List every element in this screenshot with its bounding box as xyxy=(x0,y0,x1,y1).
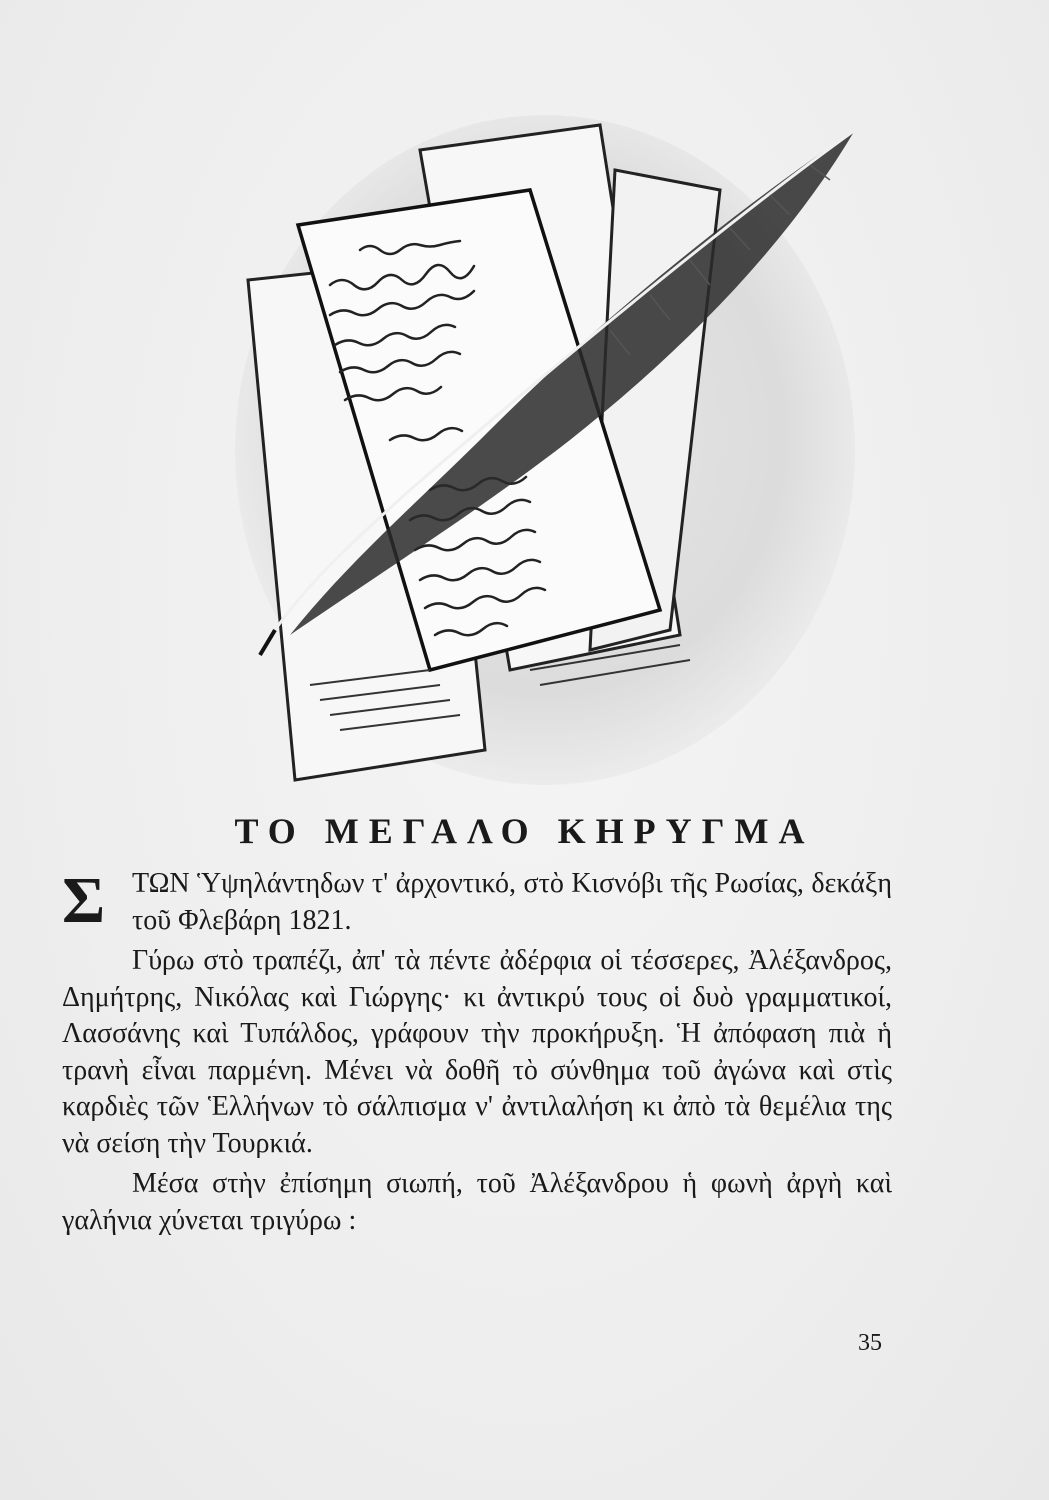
chapter-title: ΤΟ ΜΕΓΑΛΟ ΚΗΡΥΓΜΑ xyxy=(234,811,815,851)
body-text xyxy=(62,866,892,1239)
paragraph-1 xyxy=(62,866,892,939)
drop-cap: Σ xyxy=(62,864,106,937)
paragraph-2: Γύρω στὸ τραπέζι, ἀπ' τὰ πέντε ἀδέρφια οἱ τέσσερες, Ἀλέξανδρος, Δημήτρης, Νικόλας καὶ Γιώργης· κι ἀντικρύ τους οἱ δυὸ γραμματικοί, Λασσάνης καὶ Τυπάλδος, γράφουν τὴν προκήρυξη. Ἡ ἀπόφαση πιὰ ἡ τρανὴ εἶναι παρμένη. Μένει νὰ δοθῆ τὸ σύνθημα τοῦ ἀγώνα καὶ στὶς καρδιὲς τῶν Ἑλλήνων τὸ σάλπισμα ν' ἀντιλαλήση κι ἀπὸ τὰ θεμέλια της νὰ σείση τὴν Τουρκιά. xyxy=(62,945,892,1159)
page-number: 35 xyxy=(858,1330,882,1356)
paragraph-3: Μέσα στὴν ἐπίσημη σιωπή, τοῦ Ἀλέξανδρου ἡ φωνὴ ἀργὴ καὶ γαλήνια χύνεται τριγύρω : xyxy=(62,1168,892,1236)
quill-and-manuscript-icon xyxy=(230,110,860,800)
paragraph-1-text: ΤΩΝ Ὑψηλάντηδων τ' ἀρχοντικό, στὸ Κισνόβι τῆς Ρωσίας, δεκάξη τοῦ Φλεβάρη 1821. xyxy=(132,868,892,936)
